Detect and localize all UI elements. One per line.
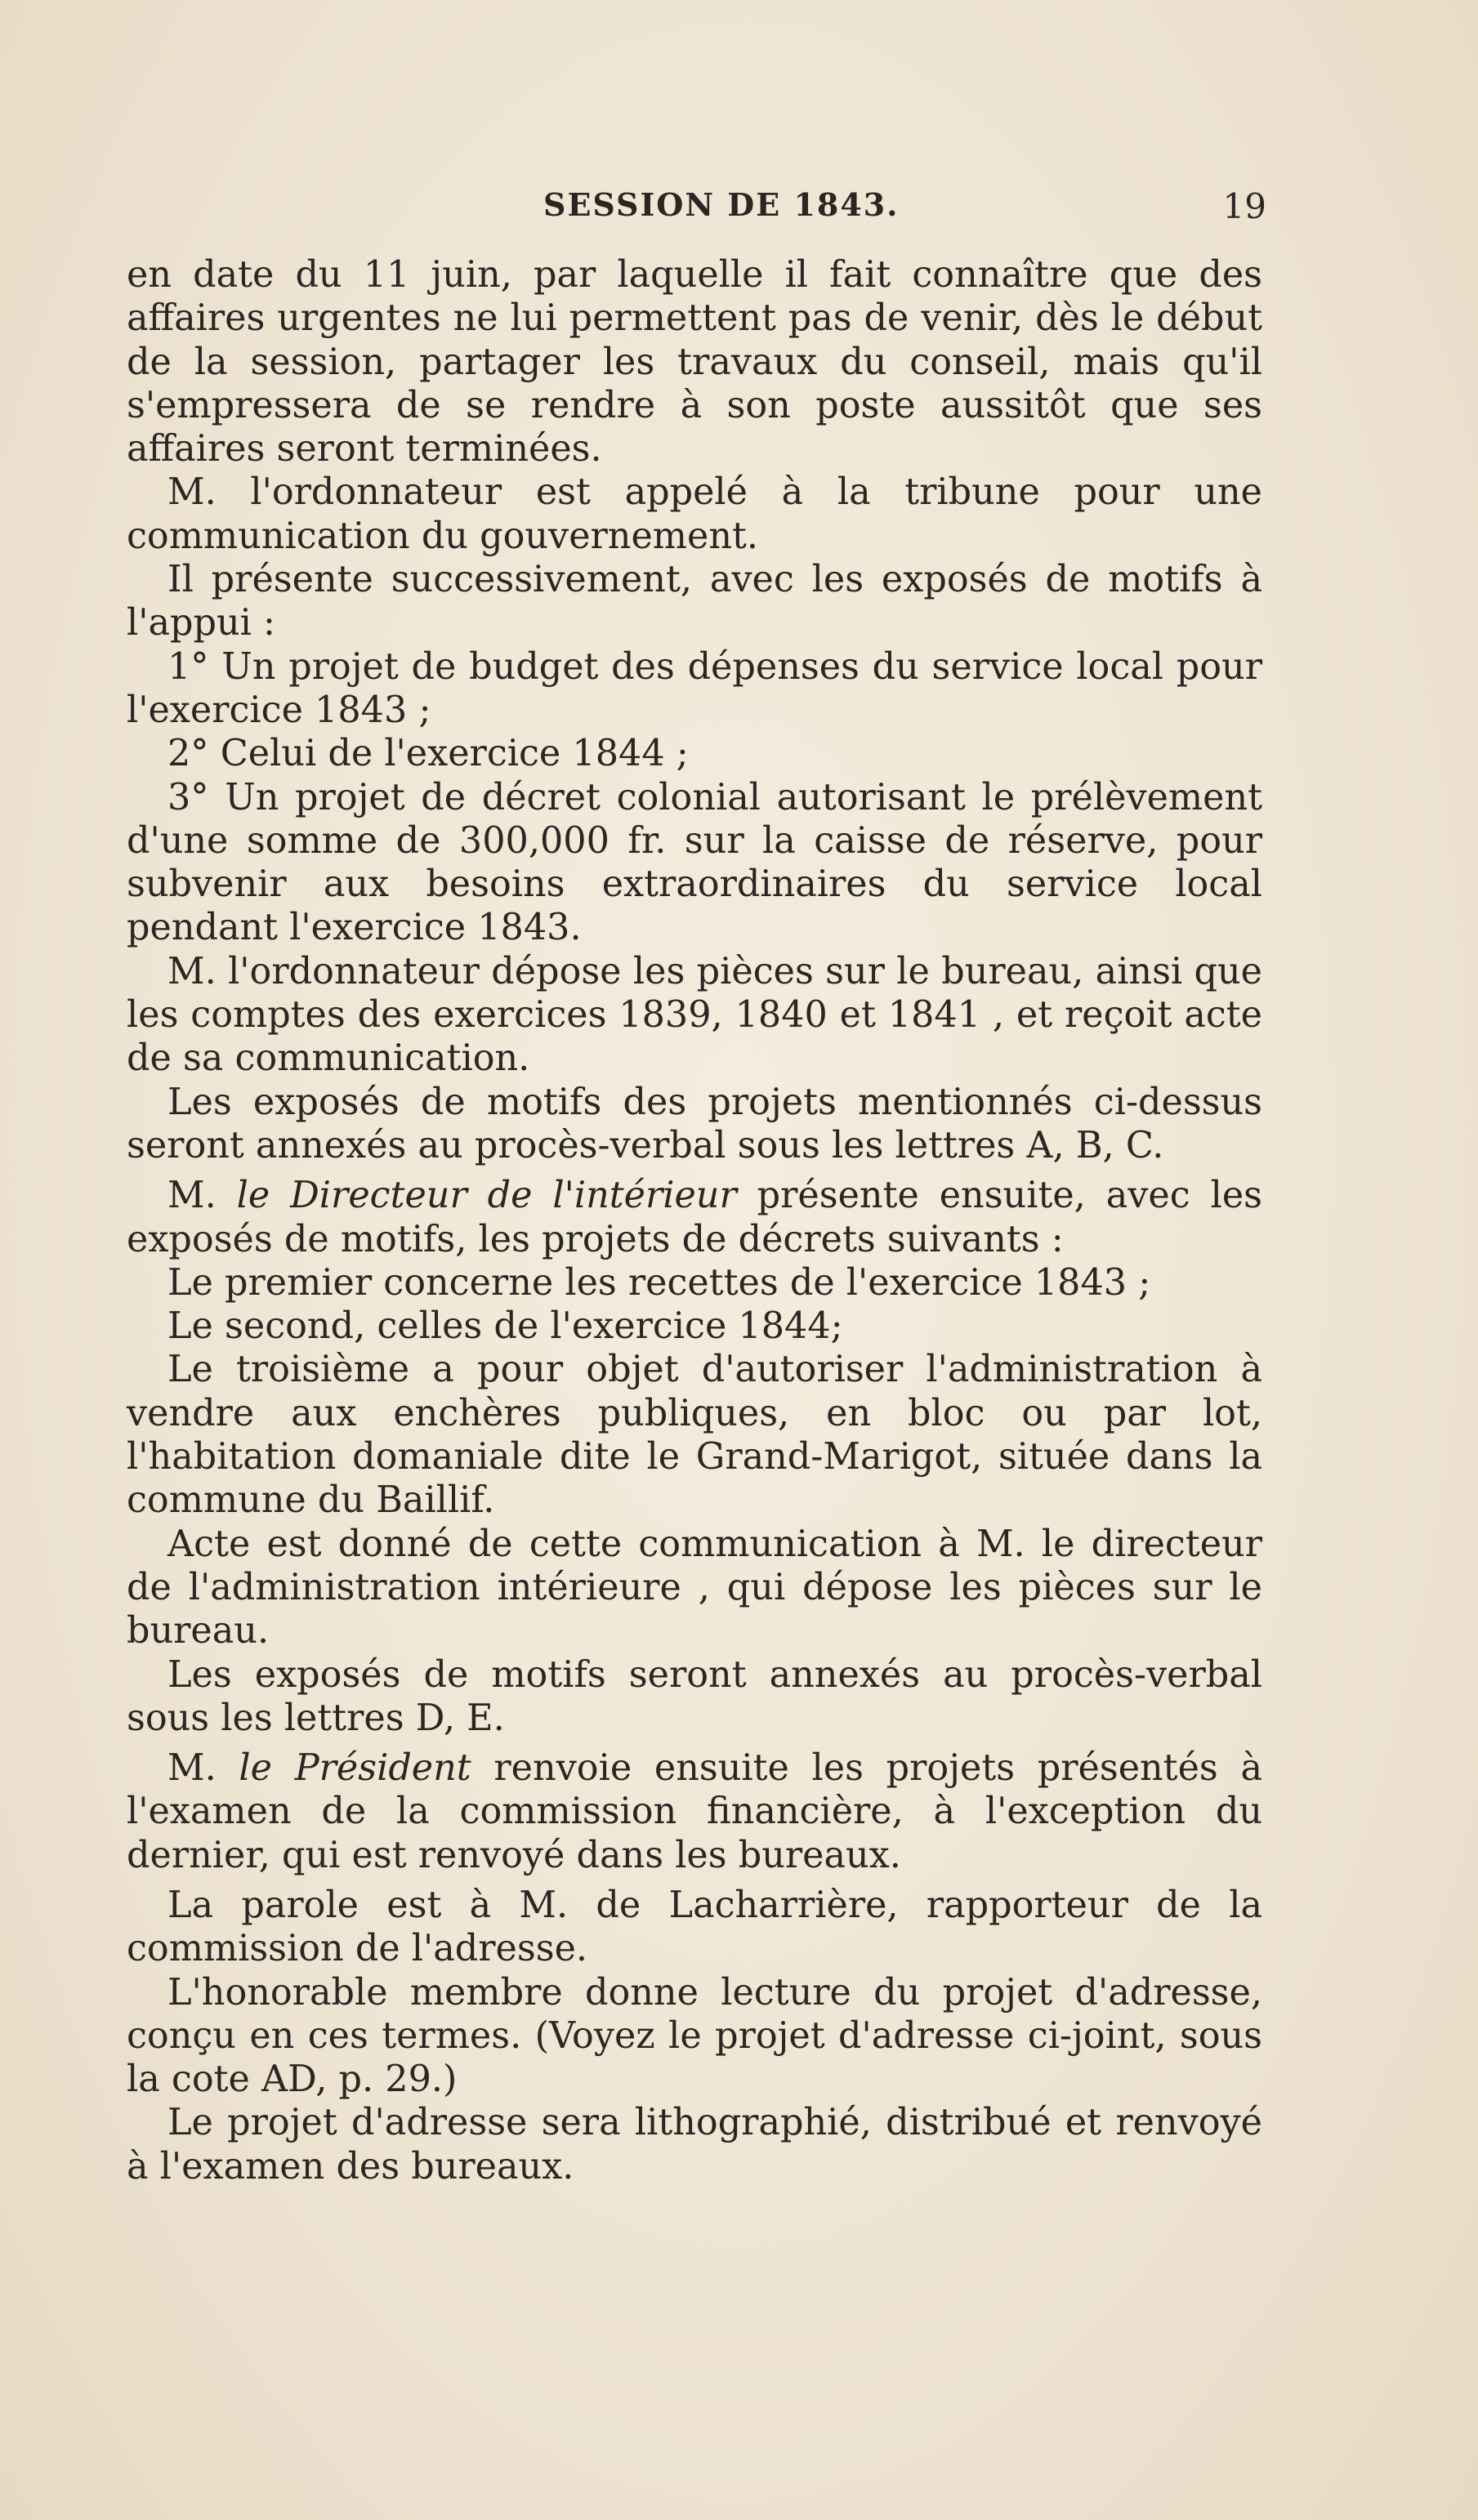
paragraph: L'honorable membre donne lecture du projet d'adresse, conçu en ces termes. (Voyez le projet d'adresse ci-joint, sous la cote AD, p. 29.) bbox=[127, 1971, 1262, 2101]
paragraph-rest: présente ensuite, avec les exposés de motifs, les projets de décrets suivants : bbox=[127, 1175, 1262, 1260]
paragraph-rest: renvoie ensuite les projets présentés à l'examen de la commission financière, à l'exception du dernier, qui est renvoyé dans les bureaux. bbox=[127, 1747, 1262, 1876]
paragraph: La parole est à M. de Lacharrière, rapporteur de la commission de l'adresse. bbox=[127, 1884, 1262, 1970]
italic-title: le Président bbox=[239, 1747, 471, 1790]
body-text bbox=[127, 253, 1262, 2188]
paragraph-president bbox=[127, 1746, 1262, 1877]
page-header bbox=[123, 186, 1266, 235]
paragraph: M. l'ordonnateur est appelé à la tribune pour une communication du gouvernement. bbox=[127, 471, 1262, 557]
paragraph: Acte est donné de cette communication à M. le directeur de l'administration intérieure , qui dépose les pièces sur le bureau. bbox=[127, 1523, 1262, 1652]
paragraph: Les exposés de motifs seront annexés au procès-verbal sous les lettres D, E. bbox=[127, 1653, 1262, 1739]
italic-title: le Directeur de l'intérieur bbox=[236, 1175, 737, 1217]
page-number: 19 bbox=[1222, 186, 1266, 226]
paragraph: M. l'ordonnateur dépose les pièces sur le bureau, ainsi que les comptes des exercices 1839, 1840 et 1841 , et reçoit acte de sa communication. bbox=[127, 950, 1262, 1080]
paragraph: Le second, celles de l'exercice 1844; bbox=[167, 1305, 843, 1348]
paragraph: 3° Un projet de décret colonial autorisant le prélèvement d'une somme de 300,000 fr. sur la caisse de réserve, pour subvenir aux besoins extraordinaires du service local pendant l'exercice 1843. bbox=[127, 776, 1262, 949]
paragraph: Le projet d'adresse sera lithographié, distribué et renvoyé à l'examen des bureaux. bbox=[127, 2102, 1262, 2188]
paragraph: 2° Celui de l'exercice 1844 ; bbox=[167, 733, 689, 775]
paragraph-prefix: M. bbox=[167, 1747, 239, 1790]
paragraph: Il présente successivement, avec les exposés de motifs à l'appui : bbox=[127, 559, 1262, 644]
paragraph: Le troisième a pour objet d'autoriser l'administration à vendre aux enchères publiques, en bloc ou par lot, l'habitation domaniale dite le Grand-Marigot, située dans la commune du Baillif. bbox=[127, 1349, 1262, 1522]
paragraph: Le premier concerne les recettes de l'exercice 1843 ; bbox=[167, 1261, 1151, 1304]
paragraph-director bbox=[127, 1174, 1262, 1261]
running-head: SESSION DE 1843. bbox=[543, 186, 900, 223]
paragraph: Les exposés de motifs des projets mentionnés ci-dessus seront annexés au procès-verbal sous les lettres A, B, C. bbox=[127, 1081, 1262, 1166]
paragraph-prefix: M. bbox=[167, 1175, 237, 1217]
paragraph: en date du 11 juin, par laquelle il fait connaître que des affaires urgentes ne lui permettent pas de venir, dès le début de la session, partager les travaux du conseil, mais qu'il s'empressera de se rendre à son poste aussitôt que ses affaires seront terminées. bbox=[127, 254, 1262, 471]
paragraph: 1° Un projet de budget des dépenses du service local pour l'exercice 1843 ; bbox=[127, 645, 1262, 731]
